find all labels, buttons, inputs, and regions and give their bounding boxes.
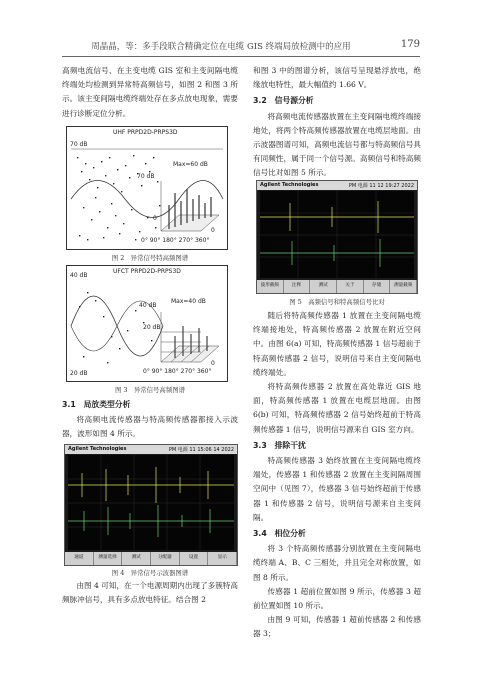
figure-5-topbar [257, 181, 417, 190]
figure-3-3d-zero-label: 0 [211, 360, 215, 367]
section-3-1-heading: 3.1 局放类型分析 [62, 400, 131, 409]
figure-2-x-ticks: 0° 90° 180° 270° 360° [141, 237, 210, 244]
figure-5-softkey: 测试 [310, 280, 337, 293]
figure-5-caption: 图 5 高频信号和特高频信号比对 [289, 298, 385, 306]
right-paragraph-6: 将 3 个特高频传感器分别放置在主变间隔电缆终端 A、B、C 三相处，并且完全对称放置，如图 8 所示。 [253, 544, 421, 582]
running-title: 周晶晶，等：多手段联合精确定位在电缆 GIS 终端局放检测中的应用 [91, 42, 351, 52]
left-paragraph-3: 由图 4 可知，在一个电源周期内出现了多簇特高频脉冲信号，具有多点放电特征。结合图 2 [62, 581, 238, 605]
figure-4-info: PM 电源 11 15:06 14 2022 [168, 447, 234, 453]
figure-3-title: UFCT PRPD2D-PRPS3D [113, 268, 181, 275]
figure-2-zero-label: 0 [153, 215, 157, 222]
section-3-4-heading: 3.4 相位分析 [253, 529, 306, 539]
figure-5-brand: Agilent Technologies [260, 182, 319, 188]
figure-5-softkey: 测量截频 [390, 280, 417, 293]
figure-5-oscilloscope [256, 180, 418, 294]
left-column-lower [62, 396, 238, 442]
figure-4-softkey: 显示 [208, 552, 237, 565]
figure-4-oscilloscope [64, 444, 238, 566]
figure-3-max-label: Max=40 dB [171, 298, 206, 305]
figure-2-max-label: Max=60 dB [173, 161, 208, 168]
header-rule [62, 56, 420, 57]
figure-5-screen [260, 191, 414, 278]
left-column-bottom [62, 579, 238, 607]
figure-3-mid-label: 20 dB [143, 324, 161, 331]
figure-4-softkey: 测试 [122, 552, 151, 565]
figure-5-softkey: 注释 [284, 280, 311, 293]
right-paragraph-2: 将高频电流传感器放置在主变间隔电缆终端接地处，将两个特高频传感器放置在电缆层地面。由示波器图谱可知，高频电流信号都与特高频信号具有同频性，属于同一个信号源。高频信号和特高频信号比对如图 5 所示。 [253, 111, 421, 178]
right-column-lower [253, 309, 421, 642]
right-paragraph-4: 将特高频传感器 2 放置在高处靠近 GIS 地面，特高频传感器 1 放置在电缆层地面。由图 6(b) 可知，特高频传感器 2 信号始终超前于特高频传感器 1 信号，说明信号源来自 GIS 室方向。 [253, 382, 421, 434]
left-paragraph-2: 将高频电流传感器与特高频传感器都接入示波器，波形如图 4 所示。 [62, 415, 238, 439]
right-paragraph-1: 和图 3 中的图谱分析，该信号呈现悬浮放电，绝缘放电特性，最大幅值约 1.66 V。 [253, 66, 421, 90]
figure-4-softkeys [65, 552, 237, 565]
figure-2-scatter [67, 127, 227, 249]
right-paragraph-3: 随后将特高频传感器 1 放置在主变间隔电缆终端接地处，特高频传感器 2 放置在附近空间中。由图 6(a) 可知，特高频传感器 1 信号超前于特高频传感器 2 信号，说明信号来自主变间隔电缆终端处。 [253, 311, 421, 377]
figure-3-prpd [66, 265, 228, 382]
figure-5-waveform [260, 191, 414, 278]
figure-2-prpd [66, 126, 228, 250]
figure-4-topbar [65, 445, 237, 454]
figure-5-softkey: 关于 [337, 280, 364, 293]
running-header [62, 40, 420, 54]
figure-3-3d-y-label: 40 dB [139, 302, 157, 309]
figure-4-brand: Agilent Technologies [68, 446, 127, 452]
figure-4-caption: 图 4 异常信号示波器图谱 [111, 569, 189, 577]
figure-4-screen [68, 455, 234, 550]
figure-3-bottom-label: 20 dB [70, 370, 88, 377]
right-paragraph-5: 特高频传感器 3 始终放置在主变间隔电缆终端处，传感器 1 和传感器 2 放置在主变间隔周围空间中（见图 7），传感器 3 信号始终超前于传感器 1 和传感器 2 信号，说明信号源来自主变间隔。 [253, 456, 421, 522]
figure-4-softkey: 测量选择 [94, 552, 123, 565]
right-paragraph-8: 由图 9 可知，传感器 1 超前传感器 2 和传感器 3； [253, 615, 421, 639]
section-3-2-heading: 3.2 信号源分析 [253, 96, 314, 106]
figure-4-softkey: 通道 [65, 552, 94, 565]
figure-5-softkey: 波形截频 [257, 280, 284, 293]
right-paragraph-7: 传感器 1 超前位置如图 9 所示，传感器 3 超前位置如图 10 所示。 [253, 586, 421, 611]
right-column-top [253, 64, 421, 181]
figure-3-y-label: 40 dB [70, 272, 88, 279]
figure-2-caption: 图 2 异常信号特高频图谱 [111, 254, 189, 262]
figure-2-3d-zero-label: 0 [211, 227, 215, 234]
page-number: 179 [400, 39, 420, 50]
left-column [62, 64, 238, 121]
figure-4-softkey: 设置 [180, 552, 209, 565]
figure-3-x-ticks: 0° 90° 180° 270° 360° [143, 368, 212, 375]
section-3-3-heading: 3.3 排除干扰 [253, 440, 306, 450]
figure-3-caption: 图 3 异常信号高频图谱 [114, 386, 185, 394]
figure-4-waveform [68, 455, 234, 550]
figure-5-softkey: 存储 [364, 280, 391, 293]
left-paragraph-1: 高频电流信号、在主变电缆 GIS 室和主变间隔电缆终端处均检测到异常特高频信号，如图 2 和图 3 所示。该主变间隔电缆终端处存在多点放电现象，需要进行诊断定位分析。 [62, 66, 238, 118]
figure-2-y-label: 70 dB [70, 141, 88, 148]
figure-4-softkey: 分配器 [151, 552, 180, 565]
figure-5-softkeys [257, 280, 417, 293]
figure-5-info: PM 电源 11 12 19:27 2022 [348, 183, 414, 189]
figure-2-title: UHF PRPD2D-PRPS3D [113, 129, 178, 136]
figure-2-3d-y-label: 70 dB [137, 173, 155, 180]
